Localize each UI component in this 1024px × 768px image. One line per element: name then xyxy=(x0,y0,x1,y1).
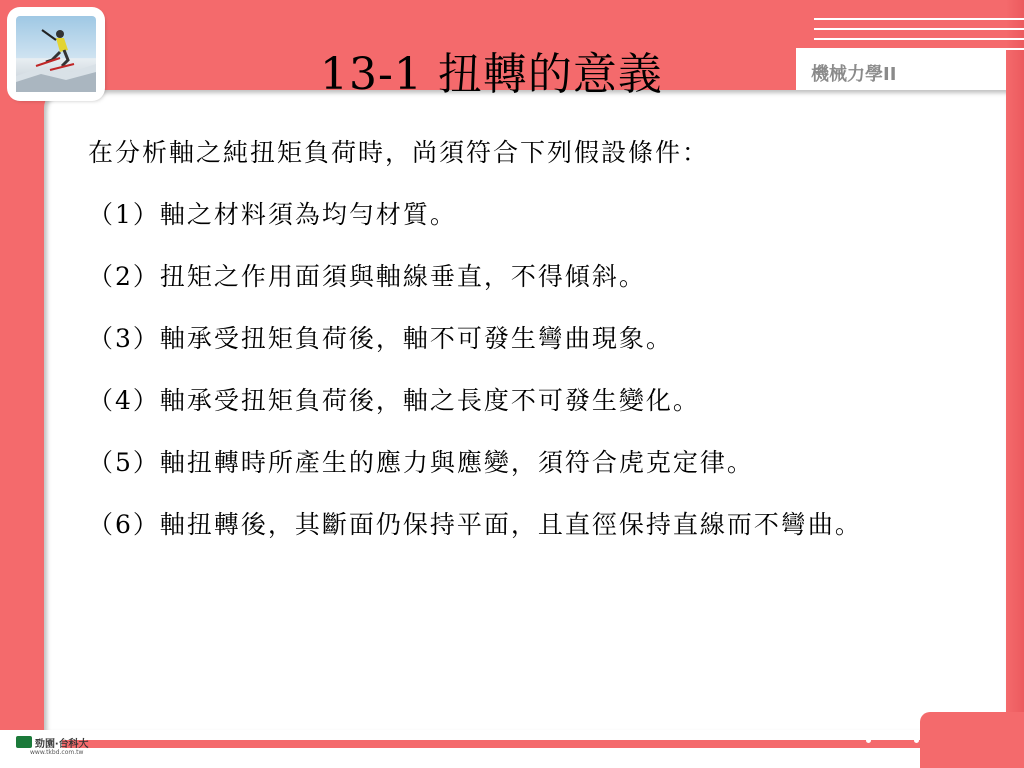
footer-dot xyxy=(866,738,871,743)
publisher-url: www.tkbd.com.tw xyxy=(30,749,84,756)
list-item-6: （6）軸扭轉後，其斷面仍保持平面，且直徑保持直線而不彎曲。 xyxy=(88,510,862,539)
list-item-4: （4）軸承受扭矩負荷後，軸之長度不可發生變化。 xyxy=(88,386,700,415)
footer-dot xyxy=(914,738,919,743)
footer-bar xyxy=(0,730,1024,768)
list-item-3: （3）軸承受扭矩負荷後，軸不可發生彎曲現象。 xyxy=(88,324,673,353)
page-title: 13-1 扭轉的意義 xyxy=(320,49,663,100)
skier-icon xyxy=(16,16,96,92)
publisher-logo-icon xyxy=(16,736,32,748)
skier-photo-image xyxy=(16,16,96,92)
list-item-5: （5）軸扭轉時所產生的應力與應變，須符合虎克定律。 xyxy=(88,448,754,477)
footer-line xyxy=(62,740,932,748)
publisher-name: 勁園‧台科大 xyxy=(35,738,89,750)
skier-photo xyxy=(10,10,102,98)
intro-text: 在分析軸之純扭矩負荷時，尚須符合下列假設條件： xyxy=(88,138,710,167)
slide-body xyxy=(88,136,938,570)
list-item-1: （1）軸之材料須為均勻材質。 xyxy=(88,200,457,229)
footer-corner xyxy=(920,712,1024,768)
publisher-logo xyxy=(16,735,88,749)
course-name: 機械力學II xyxy=(811,64,897,85)
frame-right-edge xyxy=(1006,0,1024,768)
list-item-2: （2）扭矩之作用面須與軸線垂直，不得傾斜。 xyxy=(88,262,646,291)
